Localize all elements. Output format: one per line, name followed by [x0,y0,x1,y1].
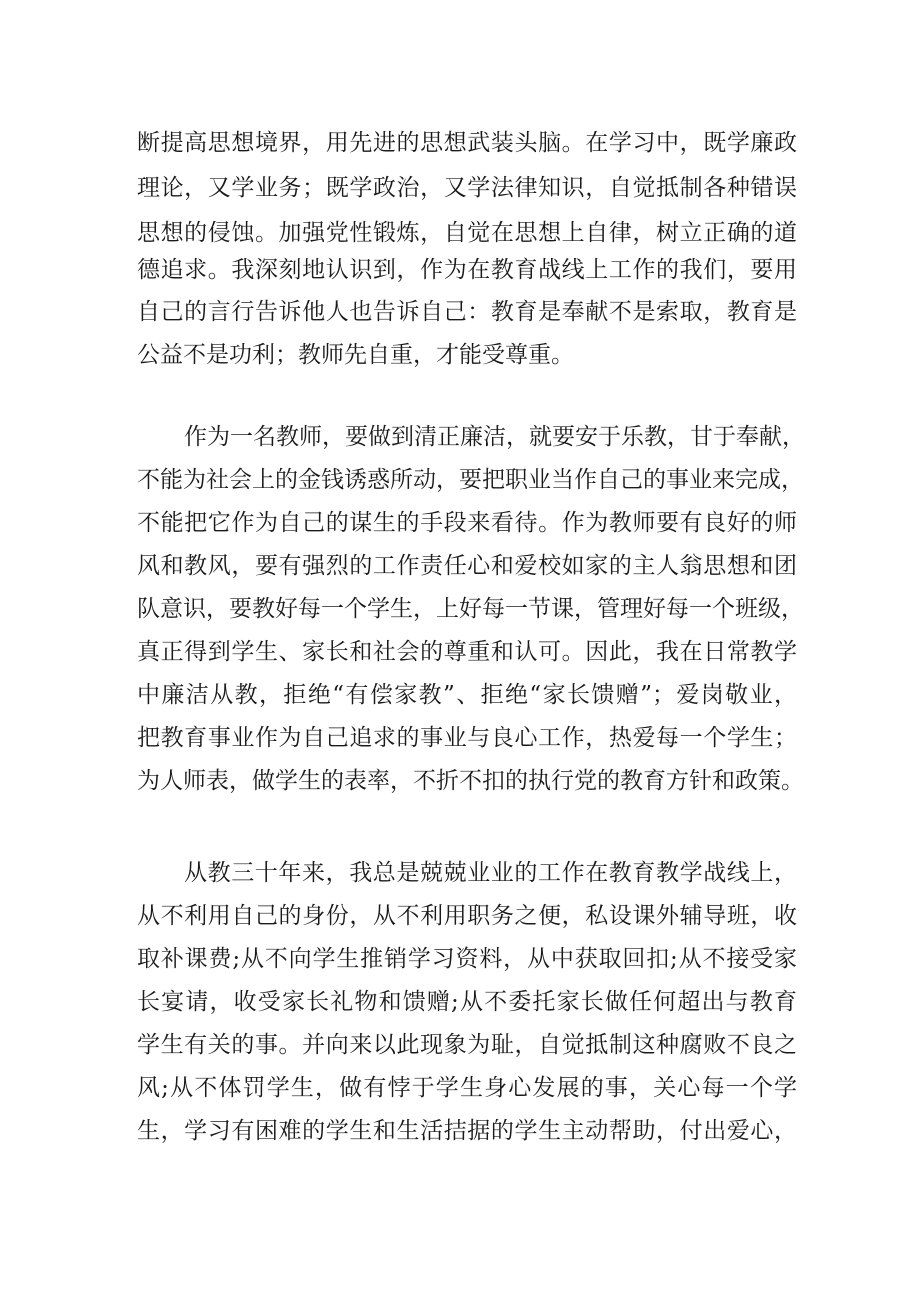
paragraph-2-line-1: 作为一名教师，要做到清正廉洁，就要安于乐教，甘于奉献， [184,424,805,450]
paragraph-2-line-5: 队意识，要教好每一个学生，上好每一节课，管理好每一个班级， [137,596,804,622]
paragraph-3-line-4: 长宴请，收受家长礼物和馈赠;从不委托家长做任何超出与教育 [137,989,797,1015]
paragraph-1-line-3: 思想的侵蚀。加强党性锻炼，自觉在思想上自律，树立正确的道 [137,220,797,246]
paragraph-2-line-4: 风和教风，要有强烈的工作责任心和爱校如家的主人翁思想和团 [137,553,797,579]
paragraph-2-line-3: 不能把它作为自己的谋生的手段来看待。作为教师要有良好的师 [137,510,797,536]
paragraph-2-line-6: 真正得到学生、家长和社会的尊重和认可。因此，我在日常教学 [137,639,797,665]
paragraph-1-line-1: 断提高思想境界，用先进的思想武装头脑。在学习中，既学廉政 [137,130,797,156]
paragraph-3-line-3: 取补课费;从不向学生推销学习资料，从中获取回扣;从不接受家 [137,946,797,972]
paragraph-3-line-6: 风;从不体罚学生，做有悖于学生身心发展的事，关心每一个学 [137,1075,797,1101]
paragraph-1-line-6: 公益不是功利；教师先自重，才能受尊重。 [137,342,574,368]
paragraph-3-line-2: 从不利用自己的身份，从不利用职务之便，私设课外辅导班，收 [137,903,797,929]
paragraph-3-line-5: 学生有关的事。并向来以此现象为耻，自觉抵制这种腐败不良之 [137,1032,797,1058]
paragraph-1-line-4: 德追求。我深刻地认识到，作为在教育战线上工作的我们，要用 [137,257,797,283]
paragraph-2-line-2: 不能为社会上的金钱诱惑所动，要把职业当作自己的事业来完成， [137,467,804,493]
paragraph-1-line-2: 理论，又学业务；既学政治，又学法律知识，自觉抵制各种错误 [137,175,797,201]
paragraph-2-line-8: 把教育事业作为自己追求的事业与良心工作，热爱每一个学生； [137,725,797,751]
paragraph-1-line-5: 自己的言行告诉他人也告诉自己：教育是奉献不是索取，教育是 [137,299,797,325]
paragraph-2-line-9: 为人师表，做学生的表率，不折不扣的执行党的教育方针和政策。 [137,768,804,794]
paragraph-2-line-7: 中廉洁从教，拒绝“有偿家教”、拒绝“家长馈赠”；爱岗敬业， [137,682,797,708]
paragraph-3-line-7: 生，学习有困难的学生和生活拮据的学生主动帮助，付出爱心， [137,1118,797,1144]
paragraph-3-line-1: 从教三十年来，我总是兢兢业业的工作在教育教学战线上， [184,860,797,886]
